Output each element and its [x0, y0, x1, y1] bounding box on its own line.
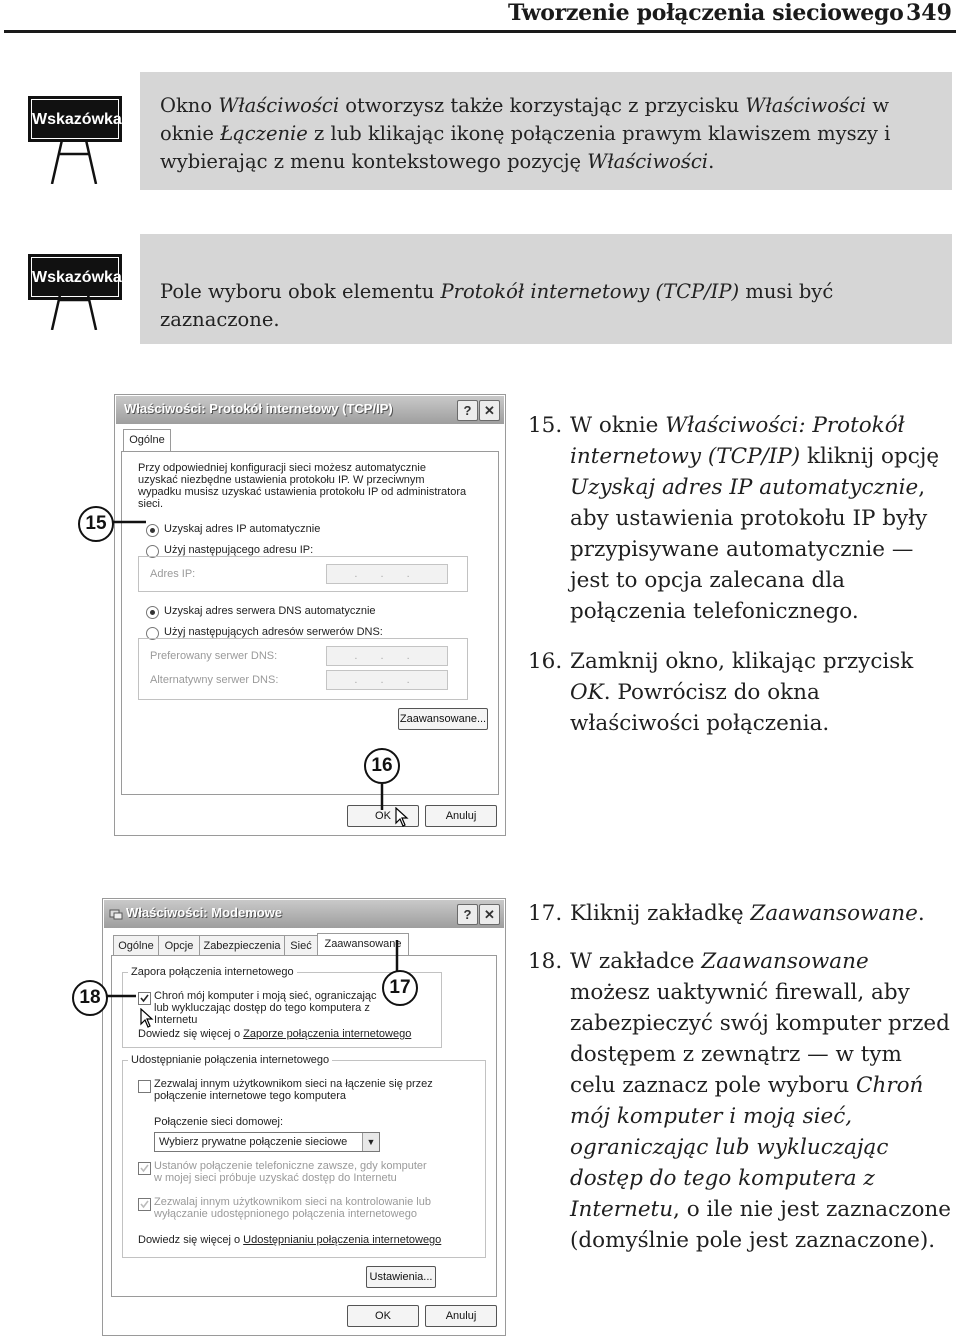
- step-16: [528, 646, 953, 739]
- tip-1-part: Właściwości: [587, 150, 709, 173]
- step-18: [528, 946, 953, 1256]
- dialog-1-panel: [121, 451, 499, 795]
- step-18-part: Zaawansowane: [701, 949, 869, 974]
- callout-16-pointer: [378, 784, 388, 810]
- tip-1-part: Okno: [160, 94, 219, 117]
- home-connection-select[interactable]: [154, 1132, 380, 1152]
- step-16-part: Zamknij okno, klikając przycisk: [570, 649, 914, 674]
- step-18-part: Chroń mój komputer i moją sieć, ograniczając lub wykluczając dostęp do tego komputera z Internetu: [570, 1073, 924, 1222]
- tip-2-part: Pole wyboru obok elementu: [160, 280, 441, 303]
- home-connection-value: Wybierz prywatne połączenie sieciowe: [159, 1136, 348, 1148]
- step-16-part: OK: [570, 680, 604, 705]
- firewall-checkbox-label: Chroń mój komputer i moją sieć, ograniczając lub wykluczając dostęp do tego komputera z Internetu: [154, 990, 377, 1026]
- step-15-part: , aby ustawienia protokołu IP były przypisywane automatycznie — jest to opcja zalecana dla połączenia telefonicznego.: [570, 475, 928, 624]
- step-17-part: Zaawansowane: [750, 901, 918, 926]
- page-header-title: Tworzenie połączenia sieciowego: [508, 0, 904, 26]
- dns-auto-radio[interactable]: [146, 606, 159, 619]
- tab-network[interactable]: Sieć: [284, 935, 318, 956]
- tip-1-part: z lub klikając ikonę połączenia prawym klawiszem myszy i wybierając z menu kontekstowego pozycję: [160, 122, 891, 173]
- step-17-part: .: [917, 901, 925, 926]
- step-15-part: kliknij opcję: [800, 444, 940, 469]
- step-16-text: [570, 646, 953, 739]
- dialog-2-title: Właściwości: Modemowe: [126, 905, 283, 920]
- callout-15-pointer: [112, 510, 152, 534]
- dns-alternate-label: Alternatywny serwer DNS:: [150, 674, 279, 686]
- tcpip-properties-dialog: [114, 394, 506, 836]
- step-15-text: [570, 410, 953, 627]
- checkmark-icon: [139, 1163, 150, 1174]
- step-17: [528, 898, 953, 929]
- step-15-number: 15.: [528, 413, 563, 438]
- sharing-learn-more-link[interactable]: Udostępnianiu połączenia internetowego: [243, 1234, 442, 1246]
- tab-general[interactable]: Ogólne: [113, 935, 159, 956]
- sharing-learn-more: [138, 1234, 441, 1246]
- dns-alternate-field[interactable]: . . .: [326, 670, 448, 690]
- tab-security[interactable]: Zabezpieczenia: [199, 935, 285, 956]
- checkmark-icon: [139, 1199, 150, 1210]
- dns-auto-label: Uzyskaj adres serwera DNS automatycznie: [164, 605, 376, 617]
- sharing-learn-more-prefix: Dowiedz się więcej o: [138, 1234, 244, 1246]
- step-16-part: . Powrócisz do okna właściwości połączenia.: [570, 680, 830, 736]
- step-18-part: W zakładce: [570, 949, 702, 974]
- help-button[interactable]: ?: [457, 904, 478, 925]
- cancel-button[interactable]: Anuluj: [425, 1305, 497, 1327]
- step-15-part: Uzyskaj adres IP automatycznie: [570, 475, 919, 500]
- callout-16: 16: [364, 748, 400, 784]
- tip-1-part: .: [708, 150, 715, 173]
- step-17-part: Kliknij zakładkę: [570, 901, 751, 926]
- tip-1-text: [160, 92, 940, 176]
- tab-general[interactable]: Ogólne: [123, 429, 171, 452]
- allow-control-checkbox[interactable]: [138, 1198, 151, 1211]
- step-15-part: Właściwości: Protokół internetowy (TCP/IP): [570, 413, 905, 469]
- dial-on-demand-label: Ustanów połączenie telefoniczne zawsze, gdy komputer w mojej sieci próbuje uzyskać dostęp do Internetu: [154, 1160, 427, 1184]
- page-number: 349: [906, 0, 952, 26]
- callout-17: 17: [382, 970, 418, 1006]
- firewall-learn-more-link[interactable]: Zaporze połączenia internetowego: [243, 1028, 412, 1040]
- ok-button[interactable]: OK: [347, 1305, 419, 1327]
- tip-1-badge: [28, 96, 122, 142]
- step-18-part: , o ile nie jest zaznaczone (domyślnie pole jest zaznaczone).: [570, 1197, 952, 1253]
- easel-legs-icon: [48, 286, 100, 330]
- dialog-2-panel: [111, 955, 497, 1297]
- network-connection-icon: [109, 907, 123, 921]
- sharing-checkbox-label: Zezwalaj innym użytkownikom sieci na łączenie się przez połączenie internetowe tego komputera: [154, 1078, 433, 1102]
- ok-button[interactable]: OK: [347, 805, 419, 827]
- sharing-checkbox[interactable]: [138, 1080, 151, 1093]
- home-connection-label: Połączenie sieci domowej:: [154, 1116, 284, 1128]
- step-18-text: [570, 946, 953, 1256]
- header-rule: [4, 30, 956, 33]
- ip-address-field[interactable]: . . .: [326, 564, 448, 584]
- tip-1-part: Właściwości: [218, 94, 340, 117]
- tip-2-badge-label: Wskazówka: [31, 257, 119, 297]
- firewall-group-label: Zapora połączenia internetowego: [128, 966, 297, 978]
- tab-advanced[interactable]: Zaawansowane: [317, 933, 409, 956]
- callout-18-pointer: [106, 984, 140, 1008]
- firewall-learn-more: [138, 1028, 411, 1040]
- tip-1-part: Właściwości: [745, 94, 867, 117]
- tip-1-part: otworzysz także korzystając z przycisku: [339, 94, 746, 117]
- dialog-1-title: Właściwości: Protokół internetowy (TCP/IP): [124, 401, 393, 416]
- ip-manual-label: Użyj następującego adresu IP:: [164, 544, 314, 556]
- step-15-part: W oknie: [570, 413, 666, 438]
- firewall-learn-more-prefix: Dowiedz się więcej o: [138, 1028, 244, 1040]
- modem-properties-dialog: [102, 898, 506, 1336]
- tip-1-part: w oknie: [160, 94, 890, 145]
- mouse-cursor-icon: [395, 807, 409, 827]
- callout-17-pointer: [390, 940, 404, 972]
- callout-18: 18: [72, 980, 108, 1016]
- advanced-button[interactable]: Zaawansowane...: [398, 708, 488, 730]
- tip-2-text: [160, 278, 940, 334]
- allow-control-label: Zezwalaj innym użytkownikom sieci na kontrolowanie lub wyłączanie udostępnionego połączenia internetowego: [154, 1196, 431, 1220]
- dialog-1-titlebar[interactable]: [116, 396, 504, 424]
- tip-1-part: Łączenie: [220, 122, 308, 145]
- tab-options[interactable]: Opcje: [158, 935, 200, 956]
- settings-button[interactable]: Ustawienia...: [366, 1266, 436, 1288]
- easel-legs-icon: [48, 140, 100, 184]
- dns-manual-label: Użyj następujących adresów serwerów DNS:: [164, 626, 383, 638]
- tip-2-part: musi być zaznaczone.: [160, 280, 834, 331]
- step-17-text: [570, 898, 953, 929]
- mouse-cursor-icon: [140, 1008, 154, 1028]
- tip-2-part: Protokół internetowy (TCP/IP): [440, 280, 740, 303]
- ip-address-label: Adres IP:: [150, 568, 196, 580]
- step-16-number: 16.: [528, 649, 563, 674]
- step-18-part: możesz uaktywnić firewall, aby zabezpieczyć swój komputer przed dostępem z zewnątrz — w tym celu zaznacz pole wyboru: [570, 980, 950, 1098]
- step-15: [528, 410, 953, 627]
- tip-1-badge-label: Wskazówka: [31, 99, 119, 139]
- help-button[interactable]: ?: [457, 400, 478, 421]
- chevron-down-icon: ▼: [362, 1133, 379, 1151]
- dns-preferred-field[interactable]: . . .: [326, 646, 448, 666]
- ip-auto-label: Uzyskaj adres IP automatycznie: [164, 523, 321, 535]
- step-17-number: 17.: [528, 901, 563, 926]
- close-button[interactable]: ✕: [479, 904, 500, 925]
- ip-intro-text: Przy odpowiedniej konfiguracji sieci możesz automatycznie uzyskać niezbędne ustawienia protokołu IP. W przeciwnym wypadku musisz uzyskać ustawienia protokołu IP od administratora sieci.: [138, 462, 467, 510]
- close-button[interactable]: ✕: [479, 400, 500, 421]
- cancel-button[interactable]: Anuluj: [425, 805, 497, 827]
- dns-preferred-label: Preferowany serwer DNS:: [150, 650, 278, 662]
- callout-15: 15: [78, 506, 114, 542]
- dial-on-demand-checkbox[interactable]: [138, 1162, 151, 1175]
- sharing-group-label: Udostępnianie połączenia internetowego: [128, 1054, 332, 1066]
- dialog-2-titlebar[interactable]: [104, 900, 504, 928]
- step-18-number: 18.: [528, 949, 563, 974]
- checkmark-icon: [139, 993, 150, 1004]
